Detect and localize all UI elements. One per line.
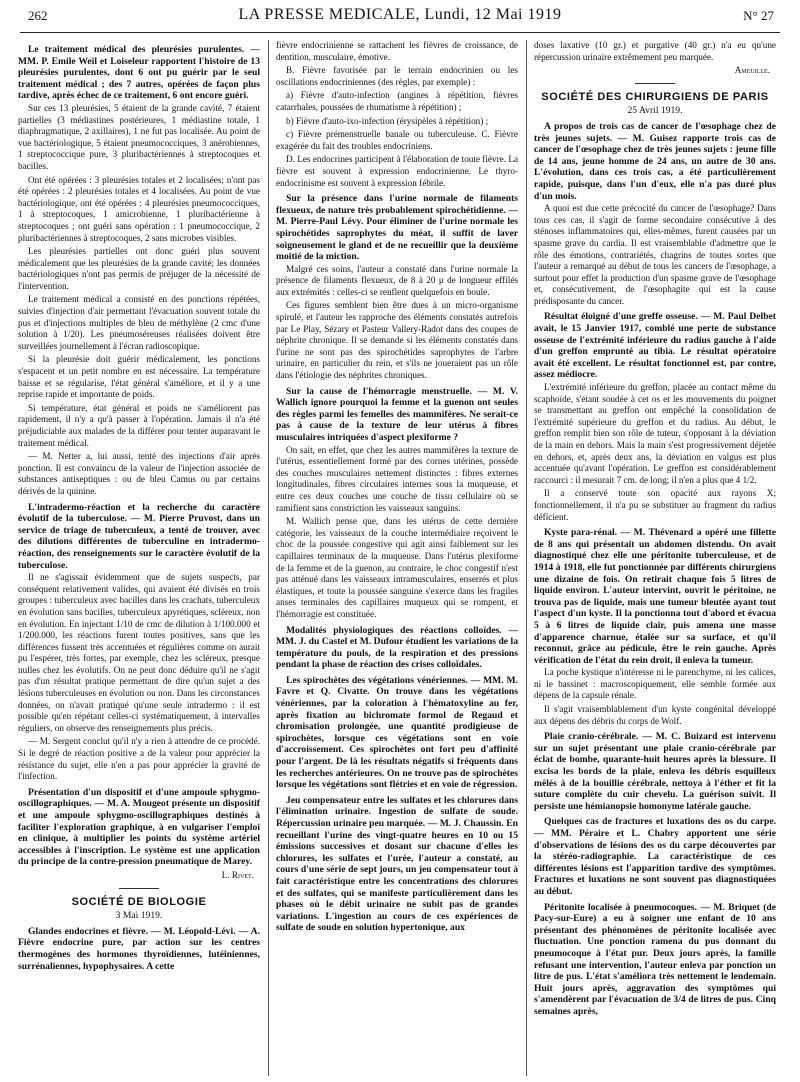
page-number: 262 <box>28 8 48 23</box>
paragraph: — M. Netter a, lui aussi, tenté des injections d'air après ponction. Il est convaincu de la valeur de l'injection associée de substances antiseptiques : ou de bleu Camus ou par certains dérivés de la quinine. <box>18 451 260 496</box>
article-heading: Péritonite localisée à pneumocoques. — M. Briquet (de Pacy-sur-Eure) a eu à soigner une enfant de 10 ans présentant des phénomènes de péritonite localisée avec fluctuation. Une ponction ramena du pus donnant du pneumocoque à l'état pur. Deux jours après, la famille refusant une intervention, l'auteur enleva par ponction un litre de pus. L'état s'améliora très nettement le lendemain. Huit jours après, aggravation des symptômes qui s'amendèrent par l'évacuation de 3/4 de litres de pus. Cinq semaines après, <box>534 901 776 1017</box>
article-heading: Présentation d'un dispositif et d'une ampoule sphygmo-oscillographiques. — M. A. Mougeot présente un dispositif et une ampoule sphygmo-oscillographiques destinés à faciliter l'exploration graphique, à en vulgariser l'emploi en clinique, à multiplier les points du système artériel accessibles à l'inscription. Le système est une application du principe de la contre-pression pneumatique de Marey. <box>18 786 260 868</box>
session-date: 25 Avril 1919. <box>627 105 683 117</box>
article-heading: Résultat éloigné d'une greffe osseuse. — M. Paul Delbet avait, le 15 Janvier 1917, comblé une perte de substance osseuse de l'extrémité inférieure du radius gauche à l'aide d'un greffon emprunté au tibia. Le résultat opératoire avait été excellent. Le résultat fonctionnel est, par contre, assez médiocre. <box>534 311 776 381</box>
paragraph: Il a conservé toute son opacité aux rayons X; fonctionnellement, il n'a pu se substituer au fragment du radius déficient. <box>534 488 776 522</box>
paragraph: Il ne s'agissait évidemment que de sujets suspects, par conséquent relativement valides, qui avaient été divisés en trois groupes : tuberculeux avec bacilles dans les crachats, tuberculeux en évolution sans bacilles, tuberculeux apyrétiques, scléreux, non en évolution. En injectant 1/10 de cmc de dilution à 1/100.000 et 1/200.000, les réactions furent toutes positives, sans que les différences fussent très accentuées et régulières comme on aurait pu l'espérer, très fortes, par exemple, chez les scléreux, presque nulles chez les évolutifs. On ne peut donc déduire qu'il ne s'agit pas d'un résultat pratique permettant de dire qu'un sujet a des lésions tuberculeuses en évolution ou non. Dans les circonstances données, on n'avait pratiqué qu'une seule intradermo : il est possible qu'en répétant celles-ci systématiquement, à intervalles réguliers, on observe des renseignements plus précis. <box>18 572 260 733</box>
separator-rule <box>119 888 159 889</box>
article-heading: Quelques cas de fractures et luxations des os du carpe. — MM. Péraire et L. Chabry apportent une série d'observations de lésions des os du carpe découvertes par la stéréo-radiographie. La caractéristique de ces différentes lésions est l'apparition tardive des symptômes. Fractures et luxations ne sont souvent pas diagnostiquées au début. <box>534 816 776 897</box>
column-divider <box>268 40 269 1076</box>
article-heading: L'intradermo-réaction et la recherche du caractère évolutif de la tuberculose. — M. Pierre Pruvost, dans un service de triage de tuberculeux, a tenté de trouver, avec des dilutions différentes de tuberculine en intradermo-réaction, des renseignements sur le caractère évolutif de la tuberculose. <box>18 501 260 571</box>
article-heading: Sur la présence dans l'urine normale de filaments flexueux, de nature très probablement spirochétidienne. — M. Pierre-Paul Lévy. Pour éliminer de l'urine normale les spirochétides saprophytes du méat, il suffit de laver soigneusement le gland et de ne recueillir que la deuxième moitié de la miction. <box>276 193 518 263</box>
page-header <box>20 4 780 30</box>
paragraph: Ont été opérées : 3 pleurésies totales et 2 localisées; n'ont pas été opérées : 2 pleurésies totales et 4 localisées. Au point de vue bactériologique, ont été opérées : 4 pleurésies pneumococciques, 1 à streptocoques, 1 amicrobienne, 1 pluribactérienne à streptocoques ; ont guéri sans opération : 1 pneumococcique, 2 pluribactériennes à streptocoques, 2 sans microbes visibles. <box>18 174 260 243</box>
article-heading: Glandes endocrines et fièvre. — M. Léopold-Lévi. — A. Fièvre endocrine pure, par action sur les centres thermogènes des hormones thyroïdiennes, lutéiniennes, surrénaliennes, hypophysaires. A cette <box>18 925 260 972</box>
column-1 <box>18 40 260 1076</box>
column-divider <box>526 40 527 1076</box>
paragraph: a) Fièvre d'auto-infection (angines à répétition, fièvres catarrhales, poussées de rhumatisme à répétition) ; <box>276 90 518 112</box>
journal-title: LA PRESSE MEDICALE, Lundi, 12 Mai 1919 <box>238 6 562 23</box>
article-heading: Sur la cause de l'hémorragie menstruelle. — M. V. Wallich ignore pourquoi la femme et la guenon ont seules des règles parmi les femelles des mammifères. Ne serait-ce pas à cause de la texture de leur utérus à fibres musculaires intriquées d'aspect plexiforme ? <box>276 385 518 443</box>
paragraph: Si température, état général et poids ne s'améliorent pas rapidement, il n'y a qu'à passer à l'opération. Jamais il n'a été préjudiciable aux malades de la différer pour tenter auparavant le traitement médical. <box>18 402 260 448</box>
paragraph: Si la pleurésie doit guérir médicalement, les ponctions s'espacent et un petit nombre en est nécessaire. La température baisse et se régularise, l'état général s'améliore, et il y a une reprise rapide et importante de poids. <box>18 354 260 400</box>
paragraph: M. Wallich pense que, dans les utérus de cette dernière catégorie, les vaisseaux de la couche intermédiaire reçoivent le choc de la poussée congestive qui agit ainsi faiblement sur les capillaires terminaux de la muqueuse. Dans l'utérus plexiforme de la femme et de la guenon, au contraire, le choc congestif n'est pas atténué dans les vaisseaux intramusculaires, enserrés et plus élastiques, et toute la poussée sanguine s'exerce dans les fragiles anses terminales des capillaires muqueux qui se rompent, et l'hémorragie est constituée. <box>276 516 518 619</box>
article-heading: Plaie cranio-cérébrale. — M. C. Buizard est intervenu sur un sujet présentant une plaie cranio-cérébrale par éclat de bombe, quarante-huit heures après la blessure. Il excisa les bords de la plaie, enleva les débris esquilleux mêlés à de la bouillie cérébrale, nettoya à l'éther et fit la suture complète du cuir chevelu. La guérison suivit. Il persiste une hémianopsie homonyme latérale gauche. <box>534 731 776 812</box>
article-heading: Kyste para-rénal. — M. Thévenard a opéré une fillette de 8 ans qui présentait un abdomen distendu. On avait diagnostiqué chez elle une péritonite tuberculeuse, et de 1914 à 1918, elle fut ponctionnée par différents chirurgiens une dizaine de fois. On retirait chaque fois 5 litres de liquide environ. L'auteur intervint, ouvrit le péritoine, ne trouva pas de liquide, mais une tumeur bleutée ayant tout l'aspect d'un kyste. Il la ponctionna tout d'abord et évacua 5 à 6 litres de liquide clair, puis amena une masse d'apparence charnue, étalée sur sa surface, et qu'il reconnut, grâce au pédicule, être le rein gauche. Après vérification de l'état du rein droit, il enleva la tumeur. <box>534 527 776 666</box>
paragraph: — M. Sergent conclut qu'il n'y a rien à attendre de ce procédé. Si le degré de réaction positive a de la valeur pour apprécier la résistance du sujet, elle n'en a pas pour apprécier la gravité de l'infection. <box>18 736 260 782</box>
society-heading: SOCIÉTÉ DE BIOLOGIE <box>71 895 207 908</box>
article-heading: Le traitement médical des pleurésies purulentes. — MM. P. Emile Weil et Loiseleur rapportent l'histoire de 13 pleurésies purulentes, dont 6 ont pu guérir par le seul traitement médical ; des 7 autres, opérées de façon plus tardive, après échec de ce traitement, 6 ont encore guéri. <box>18 44 260 102</box>
article-heading: A propos de trois cas de cancer de l'œsophage chez de très jeunes sujets. — M. Guisez rapporte trois cas de cancer de l'œsophage chez de très jeunes sujets : jeune fille de 14 ans, jeune homme de 24 ans, un autre de 30 ans. L'évolution, dans ces trois cas, a été particulièrement rapide, puisque, dans l'un d'eux, elle n'a pas duré plus d'un mois. <box>534 120 776 202</box>
paragraph: c) Fièvre prémenstruelle banale ou tuberculeuse. C. Fièvre exagérée du fait des troubles endocriniens. <box>276 129 518 151</box>
paragraph: Sur ces 13 pleurésies, 5 étaient de la grande cavité, 7 étaient partielles (3 médiastines postérieures, 1 médiastine totale, 1 diaphragmatique, 2 axillaires), 1 ne fut pas localisée. Au point de vue bactériologique, 5 étaient pneumococciques, 3 anérobiennes, 1 streptococcique pure, 3 pluribactériennes à streptocoques et bacilles. <box>18 102 260 171</box>
paragraph: D. Les endocrines participent à l'élaboration de toute fièvre. La fièvre est souvent à expression endocrinienne. Le thyro-endocrinisme est souvent à expression fébrile. <box>276 154 518 188</box>
column-3 <box>534 40 776 1076</box>
article-heading: Modalités physiologiques des réactions colloïdes. — MM. J. du Castel et M. Dufour étudient les variations de la température du pouls, de la respiration et des pressions pendant la phase de réaction des crises colloïdales. <box>276 624 518 671</box>
paragraph: fièvre endocrinienne se rattachent les fièvres de croissance, de dentition, musculaire, émotive. <box>276 40 518 62</box>
article-heading: Jeu compensateur entre les sulfates et les chlorures dans l'élimination urinaire. Ingestion de sulfate de soude. Répercussion urinaire peu marquée. — M. J. Chaussin. En recueillant l'urine des vingt-quatre heures en 10 ou 15 émissions successives et dosant sur chacune d'elles les chlorures, les sulfates et l'urée, l'auteur a constaté, au cours d'une série de sept jours, un jeu compensateur tout à fait caractéristique entre les concentrations des chlorures et des sulfates, qui se manifeste particulièrement dans les phases où le débit urinaire ne subit pas de grandes variations. L'ingestion au cours de ces expériences de sulfate de soude en solution hypertonique, aux <box>276 794 518 934</box>
society-heading: SOCIÉTÉ DES CHIRURGIENS DE PARIS <box>541 90 769 103</box>
paragraph: A quoi est due cette précocité du cancer de l'œsophage? Dans tous ces cas, il s'agit de forme secondaire consécutive à des sténoses inflammatoires qui, elles-mêmes, furent causées par un spasme grave du cardia. Il est vraisemblable d'admettre que le rôle des émotions, contrariétés, chagrins de toutes sortes que l'auteur a remarqué au début de tous les cancers de l'œsophage, a surtout pour effet la production d'un spasme grave de l'œsophage et, consécutivement, de l'œsophagite qui est la cause prédisposante du cancer. <box>534 203 776 306</box>
session-date: 3 Mai 1919. <box>115 910 163 922</box>
paragraph: Malgré ces soins, l'auteur a constaté dans l'urine normale la présence de filaments flexueux, de 8 à 20 μ de longueur effilés aux extrémités : celles-ci se renflent quelquefois en boule. <box>276 263 518 297</box>
paragraph: Le traitement médical a consisté en des ponctions répétées, suivies d'injection d'air permettant l'évacuation souvent totale du pus et d'injections multiples de bleu de méthylène (2 cmc d'une solution à 1/20). Les pneumoséreuses réalisées doivent être surveillées journellement à l'écran radioscopique. <box>18 294 260 351</box>
paragraph: b) Fièvre d'auto-ixo-infection (érysipèles à répétition) ; <box>286 115 489 126</box>
paragraph: doses laxative (10 gr.) et purgative (40 gr.) n'a eu qu'une répercussion urinaire extrêmement peu marquée. <box>534 40 776 62</box>
author-signature: Ameuille. <box>734 65 770 76</box>
column-2 <box>276 40 518 1076</box>
paragraph: L'extrémité inférieure du greffon, placée au contact même du scaphoïde, s'étant soudée à cet os et les mouvements du poignet se transmettant au greffon ont empêché la consolidation de l'extrémité supérieure du greffon et du radius. Au début, le greffon remplit bien son rôle de tuteur, s'opposant à la déviation de la main en dehors. Mais la main s'est progressivement déjetée en dehors, et, après deux ans, la déviation en valgus est plus accentuée qu'avant l'opération. Le greffon est considérablement raccourci : il mesurait 7 cm. de long; il n'en a plus que 4 1/2. <box>534 382 776 485</box>
article-heading: Les spirochètes des végétations vénériennes. — MM. M. Favre et Q. Civatte. On trouve dans les végétations vénériennes, par la coloration à l'hématoxyline au fer, après fixation au bichromate formol de Regaud et chromisation prolongée, une quantité prodigieuse de spirochètes, lorsque ces végétations sont en voie d'accroissement. Ces spirochètes ont fort peu d'affinité pour l'argent. De là les résultats négatifs si fréquents dans les recherches antérieures. On ne trouve pas de spirochètes lorsque les végétations sont flétries et en voie de régression. <box>276 674 518 791</box>
paragraph: B. Fièvre favorisée par le terrain endocrinien ou les oscillations endocriniennes (des règles, par exemple) : <box>276 65 518 87</box>
paragraph: On sait, en effet, que chez les autres mammifères la texture de l'utérus, essentiellement formé par des cornes utérines, possède des couches musculaires nettement distinctes : fibres externes longitudinales, fibres circulaires internes sous la muqueuse, et entre ces deux couches une couche de tissu cellulaire où se ramifient sans constriction les vaisseaux sanguins. <box>276 444 518 513</box>
paragraph: Il s'agit vraisemblablement d'un kyste congénital développé aux dépens des débris du corps de Wolf. <box>534 704 776 726</box>
issue-number: N° 27 <box>743 8 774 23</box>
header-rule <box>20 32 780 33</box>
paragraph: Les pleurésies partielles ont donc guéri plus souvent médicalement que les pleurésies de la grande cavité; les données bactériologiques n'ont pas permis de préjuger de la nécessité de l'intervention. <box>18 246 260 291</box>
paragraph: Ces figures semblent bien être dues à un micro-organisme spirulé, et l'auteur les rapproche des éléments constatés autrefois par Le Play, Sézary et Pasteur Vallery-Radot dans des coupes de néphrite chronique. Il se demande si les éléments constatés dans l'urine ne sont pas des spirochétides saprophytes de l'arbre urinaire, en particulier du rein, et s'ils ne joueraient pas un rôle dans l'étiologie des néphrites chroniques. <box>276 300 518 381</box>
paragraph: La poche kystique n'intéresse ni le parenchyme, ni les calices, ni le bassinet : macroscopiquement, elle semble formée aux dépens de la capsule rénale. <box>534 667 776 701</box>
author-signature: L. Rivet. <box>221 869 254 880</box>
separator-rule <box>635 83 675 84</box>
